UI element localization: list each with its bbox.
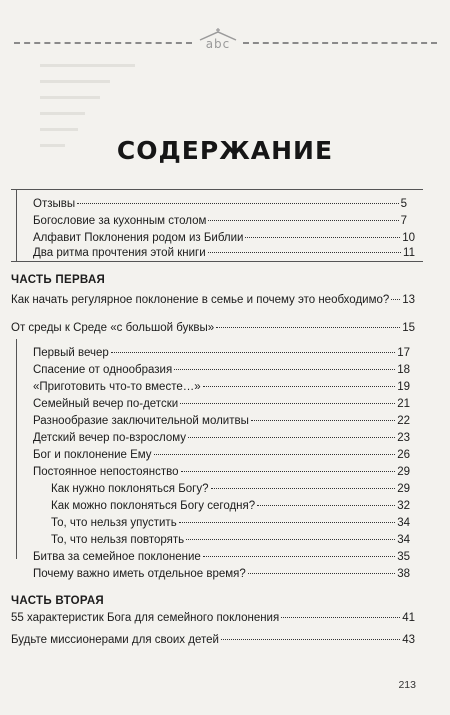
toc-entry[interactable] [51,534,410,549]
toc-page-number: 13 [402,294,415,306]
toc-leader-dots [216,327,400,328]
title-rule [11,189,423,190]
toc-entry-title: Два ритма прочтения этой книги [33,247,206,259]
toc-page-number: 35 [397,551,410,563]
toc-entry-title: Будьте миссионерами для своих детей [11,634,219,646]
section-rule [11,261,423,262]
toc-page-number: 29 [397,483,410,495]
toc-leader-dots [203,386,396,387]
toc-entry[interactable] [33,432,410,447]
toc-entry-title: Богословие за кухонным столом [33,215,207,227]
toc-leader-dots [186,539,395,540]
toc-entry-title: Семейный вечер по-детски [33,398,179,410]
toc-entry[interactable] [33,449,410,464]
toc-entry-title: «Приготовить что-то вместе…» [33,381,201,393]
toc-entry[interactable] [11,612,415,627]
toc-leader-dots [179,522,396,523]
toc-leader-dots [180,403,395,404]
toc-page-number: 21 [397,398,410,410]
intro-vertical-rule [16,189,17,261]
toc-page-number: 23 [397,432,410,444]
toc-entry[interactable] [33,551,410,566]
toc-page-number: 29 [397,466,410,478]
abc-badge-text: abc [205,37,231,51]
toc-leader-dots [154,454,396,455]
page-number: 213 [398,679,416,691]
toc-entry-title: Как начать регулярное поклонение в семье и почему это необходимо? [11,294,390,306]
header-dash-right [243,42,437,44]
toc-page-number: 11 [403,247,415,259]
toc-entry-title: 55 характеристик Бога для семейного поклонения [11,612,280,624]
toc-entry-title: Отзывы [33,198,76,210]
toc-page-number: 7 [400,215,407,227]
toc-entry[interactable] [51,500,410,515]
toc-page-number: 5 [400,198,407,210]
toc-entry[interactable] [11,322,415,337]
toc-page-number: 38 [397,568,410,580]
toc-entry-title: Первый вечер [33,347,109,359]
toc-entry-title: То, что нельзя упустить [51,517,177,529]
page-title: СОДЕРЖАНИЕ [116,136,334,165]
toc-leader-dots [391,299,400,300]
toc-leader-dots [211,488,396,489]
toc-entry-title: Спасение от однообразия [33,364,173,376]
toc-page-number: 26 [397,449,410,461]
toc-entry[interactable] [33,215,407,230]
toc-page-number: 18 [397,364,410,376]
toc-leader-dots [174,369,395,370]
part-two-title: ЧАСТЬ ВТОРАЯ [11,595,104,607]
toc-leader-dots [221,639,400,640]
toc-page-number: 10 [402,232,415,244]
toc-page-number: 17 [397,347,410,359]
part-one-title: ЧАСТЬ ПЕРВАЯ [11,274,106,286]
toc-entry-title: Бог и поклонение Ему [33,449,152,461]
toc-page-number: 34 [397,534,410,546]
toc-leader-dots [181,471,396,472]
toc-entry-title: Как нужно поклоняться Богу? [51,483,209,495]
toc-entry-title: Детский вечер по-взрослому [33,432,187,444]
toc-leader-dots [251,420,395,421]
toc-entry[interactable] [33,398,410,413]
toc-page-number: 15 [402,322,415,334]
toc-page-number: 41 [402,612,415,624]
header-dash-left [14,42,192,44]
toc-page-number: 34 [397,517,410,529]
toc-leader-dots [208,220,398,221]
toc-leader-dots [208,252,401,253]
toc-entry[interactable] [11,294,415,309]
toc-entry[interactable] [33,466,410,481]
toc-entry-title: Разнообразие заключительной молитвы [33,415,249,427]
toc-entry[interactable] [33,381,410,396]
toc-leader-dots [77,203,398,204]
part-one-vertical-rule [16,339,17,559]
toc-entry-title: Алфавит Поклонения родом из Библии [33,232,244,244]
toc-entry[interactable] [11,634,415,649]
toc-leader-dots [188,437,395,438]
toc-entry[interactable] [51,483,410,498]
toc-leader-dots [245,237,400,238]
toc-entry-title: То, что нельзя повторять [51,534,185,546]
toc-entry[interactable] [33,247,415,262]
toc-entry-title: Почему важно иметь отдельное время? [33,568,246,580]
toc-leader-dots [203,556,395,557]
toc-page-number: 32 [397,500,410,512]
toc-leader-dots [257,505,395,506]
toc-entry[interactable] [33,364,410,379]
toc-page-number: 43 [402,634,415,646]
toc-entry[interactable] [33,568,410,583]
toc-leader-dots [111,352,395,353]
toc-entry[interactable] [33,232,415,247]
toc-entry-title: Постоянное непостоянство [33,466,179,478]
toc-entry[interactable] [33,415,410,430]
toc-page-number: 19 [397,381,410,393]
abc-house-icon [196,28,240,54]
toc-entry-title: От среды к Среде «с большой буквы» [11,322,215,334]
toc-entry[interactable] [33,198,407,213]
toc-entry-title: Как можно поклоняться Богу сегодня? [51,500,256,512]
toc-entry[interactable] [33,347,410,362]
toc-page-number: 22 [397,415,410,427]
toc-entry-title: Битва за семейное поклонение [33,551,201,563]
toc-entry[interactable] [51,517,410,532]
toc-leader-dots [281,617,400,618]
toc-leader-dots [248,573,395,574]
